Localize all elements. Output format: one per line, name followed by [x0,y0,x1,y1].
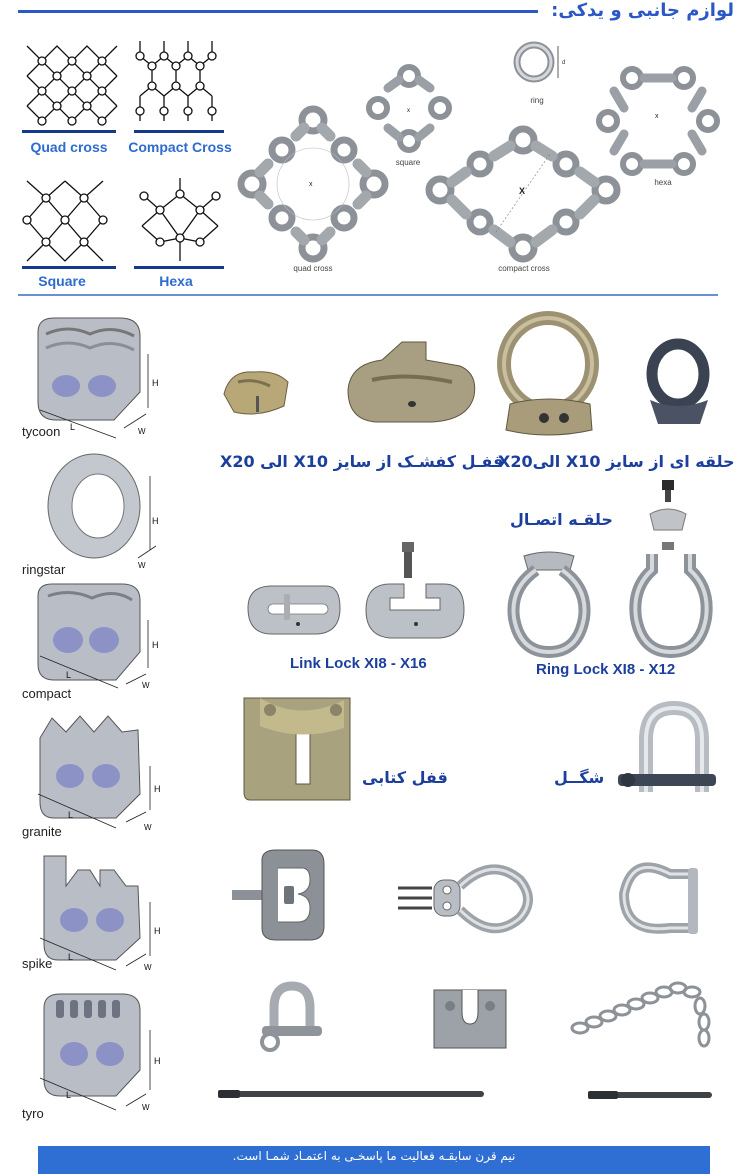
link-lock-label: Link Lock XI8 - X16 [290,655,427,672]
open-ring-icon [612,850,702,946]
small-lock-icon [218,360,298,424]
hexa-pattern-icon [134,176,226,266]
long-rod-icon [218,1086,484,1102]
tyro-profile-icon [30,990,168,1112]
page-title: لوازم جانبی و یدکی: [551,0,734,21]
book-lock-label: قفل کتابی [362,768,448,787]
hammer-lock-icon [342,334,482,430]
profile-ringstar-label: ringstar [22,562,66,577]
hexa-caption: hexa [654,178,672,187]
ring-caption: ring [530,96,544,105]
d-shackle-icon [616,700,720,808]
swivel-lock-icon [232,846,332,946]
link-lock-right-icon [360,540,470,644]
hexa-baseline [134,266,224,269]
svg-text:W: W [142,681,150,690]
compact-cross-baseline [134,130,224,133]
profile-tycoon-label: tycoon [22,424,61,439]
svg-text:H: H [154,926,161,936]
ring-diagram-icon [508,40,572,96]
ring-lock-open-icon [628,548,714,658]
svg-text:W: W [138,561,146,570]
bow-shackle-icon [256,980,328,1056]
shackle-label: شگــل [554,768,605,787]
hexa-x-mark: x [655,113,659,120]
svg-text:W: W [144,963,152,972]
compact-cross-diagram-icon [426,128,620,262]
ringstar-profile-icon [38,446,168,570]
square-x-mark: x [407,108,410,114]
ring-lock-closed-icon [506,548,592,658]
quad-cross-caption: quad cross [293,264,333,273]
book-lock-icon [240,692,360,806]
connecting-ring-label: حلقـه اتصـال [510,510,613,529]
tycoon-profile-icon [28,314,168,438]
ring-sizes-label: حلقه ای از سایز X10 الیX20 [498,452,735,471]
svg-text:H: H [154,1056,161,1066]
profile-granite-label: granite [22,824,62,839]
eye-ring-icon [492,312,604,442]
quad-cross-x-mark: x [309,181,313,188]
stamped-plate-icon [430,980,510,1054]
quad-cross-label: Quad cross [30,139,108,155]
link-lock-left-icon [242,580,344,642]
compact-profile-icon [28,580,168,692]
quad-cross-baseline [22,130,116,133]
quad-cross-pattern-icon [22,36,122,128]
hexa-label: Hexa [159,273,193,289]
square-pattern-icon [22,176,118,266]
short-rod-icon [588,1088,712,1102]
compact-cross-x-mark: X [519,186,526,196]
profile-spike-label: spike [22,956,53,971]
compact-cross-pattern-icon [132,36,228,128]
lock-sizes-label: قفـل کفشـک از سایز X10 الی X20 [220,452,504,471]
chain-icon [566,980,716,1054]
bolt-icon [648,480,688,554]
svg-text:W: W [144,823,152,832]
svg-text:L: L [70,422,76,432]
granite-profile-icon [28,710,168,830]
ring-lock-label: Ring Lock XI8 - X12 [536,661,676,678]
svg-text:W: W [142,1103,150,1112]
svg-text:H: H [152,640,159,650]
quad-cross-diagram-icon [238,106,388,262]
svg-text:H: H [154,784,161,794]
spike-profile-icon [30,846,168,970]
svg-text:L: L [68,952,74,962]
header-rule [18,10,538,13]
footer-slogan: نیم قرن سابقـه فعالیت ما پاسخـی به اعتمـاد شمـا است. [232,1149,516,1163]
svg-text:H: H [152,516,159,526]
svg-text:W: W [138,427,146,436]
svg-text:L: L [68,810,74,820]
compact-cross-caption: compact cross [498,264,550,273]
compact-cross-label: Compact Cross [128,139,232,155]
svg-text:L: L [66,670,72,680]
profile-tyro-label: tyro [22,1106,44,1121]
eye-bolt-icon [396,856,536,940]
square-caption: square [395,158,421,167]
svg-text:L: L [66,1090,72,1100]
profile-compact-label: compact [22,686,72,701]
square-baseline [22,266,116,269]
section-divider [18,294,718,296]
dark-ring-icon [640,338,718,428]
square-label: Square [38,273,86,289]
svg-text:H: H [152,378,159,388]
svg-text:d: d [562,60,566,66]
